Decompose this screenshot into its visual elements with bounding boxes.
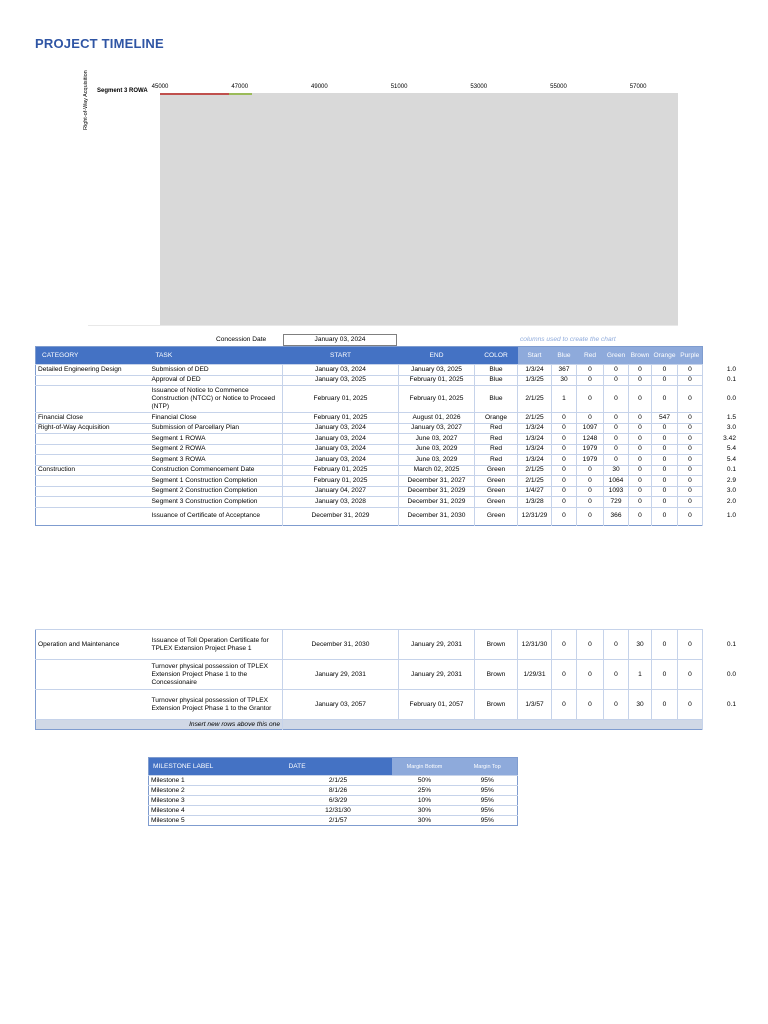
milestone-date-cell[interactable]: 8/1/26 [285, 786, 392, 796]
insert-row-note [36, 720, 703, 730]
aux-brown-cell: 0 [629, 465, 652, 476]
header-aux-red: Red [577, 347, 604, 365]
aux-purple-cell: 0 [678, 455, 703, 466]
duration-years-cell: 0.1 [726, 466, 736, 474]
header-aux-purple: Purple [678, 347, 703, 365]
end-date-cell[interactable]: June 03, 2029 [399, 444, 475, 455]
chart-category-label: Segment 3 ROWA [97, 88, 148, 94]
start-date-cell[interactable]: February 01, 2025 [283, 386, 399, 413]
category-cell[interactable] [36, 444, 150, 455]
aux-orange-cell: 0 [652, 476, 678, 487]
aux-orange-cell: 0 [652, 486, 678, 497]
insert-filler [283, 720, 703, 730]
category-cell[interactable] [36, 455, 150, 466]
color-cell[interactable]: Red [475, 455, 518, 466]
aux-green-cell: 0 [604, 365, 629, 376]
aux-start-cell: 1/29/31 [518, 660, 552, 690]
aux-blue-cell: 0 [552, 660, 577, 690]
aux-brown-cell: 0 [629, 375, 652, 386]
category-cell[interactable] [36, 507, 150, 525]
duration-years-cell: 5.4 [726, 445, 736, 453]
category-cell[interactable] [36, 497, 150, 508]
end-date-cell[interactable]: January 29, 2031 [399, 660, 475, 690]
aux-blue-cell: 0 [552, 476, 577, 487]
aux-brown-cell: 0 [629, 455, 652, 466]
aux-red-cell: 0 [577, 660, 604, 690]
aux-blue-cell: 367 [552, 365, 577, 376]
color-cell[interactable]: Green [475, 465, 518, 476]
aux-green-cell: 30 [604, 465, 629, 476]
aux-green-cell: 0 [604, 386, 629, 413]
aux-blue-cell: 0 [552, 507, 577, 525]
table-row [36, 476, 703, 487]
aux-red-cell: 0 [577, 465, 604, 476]
table-row [36, 365, 703, 376]
aux-purple-cell: 0 [678, 423, 703, 434]
aux-green-cell: 0 [604, 423, 629, 434]
duration-years-cell: 2.9 [726, 476, 736, 484]
aux-brown-cell: 0 [629, 507, 652, 525]
color-cell[interactable]: Brown [475, 690, 518, 720]
aux-blue-cell: 30 [552, 375, 577, 386]
aux-purple-cell: 0 [678, 413, 703, 424]
aux-red-cell: 1248 [577, 434, 604, 445]
aux-orange-cell: 0 [652, 465, 678, 476]
table-row [36, 497, 703, 508]
aux-blue-cell: 0 [552, 486, 577, 497]
aux-green-cell: 0 [604, 690, 629, 720]
start-date-cell[interactable]: January 03, 2024 [283, 365, 399, 376]
aux-purple-cell: 0 [678, 386, 703, 413]
aux-brown-cell: 0 [629, 386, 652, 413]
aux-red-cell: 0 [577, 507, 604, 525]
duration-years-cell: 3.0 [726, 487, 736, 495]
task-cell[interactable]: Segment 1 Construction Completion [150, 476, 283, 487]
milestone-header-margin-bottom: Margin Bottom [392, 758, 458, 776]
category-cell[interactable] [36, 690, 150, 720]
concession-date-label: Concession Date [216, 336, 267, 343]
aux-start-cell: 1/3/57 [518, 690, 552, 720]
milestone-header [149, 758, 518, 776]
color-cell[interactable]: Red [475, 434, 518, 445]
milestone-header-label: MILESTONE LABEL [149, 758, 285, 776]
aux-green-cell: 0 [604, 455, 629, 466]
header-aux-orange: Orange [652, 347, 678, 365]
milestone-margin-bottom-cell[interactable]: 10% [392, 796, 458, 806]
aux-brown-cell: 0 [629, 434, 652, 445]
aux-red-cell: 0 [577, 630, 604, 660]
chart-x-tick: 57000 [629, 84, 647, 90]
color-cell[interactable]: Brown [475, 630, 518, 660]
start-date-cell[interactable]: February 01, 2025 [283, 413, 399, 424]
duration-years-cell: 1.0 [726, 365, 736, 373]
header-start: START [283, 347, 399, 365]
duration-years-cell: 0.0 [726, 395, 736, 402]
category-cell[interactable]: Detailed Engineering Design [36, 365, 150, 376]
end-date-cell[interactable]: February 01, 2025 [399, 375, 475, 386]
color-cell[interactable]: Blue [475, 365, 518, 376]
color-cell[interactable]: Blue [475, 386, 518, 413]
aux-start-cell: 2/1/25 [518, 465, 552, 476]
chart-y-axis-label [83, 52, 97, 130]
aux-start-cell: 1/3/24 [518, 444, 552, 455]
duration-years-cell: 0.0 [726, 670, 736, 678]
milestone-label-cell[interactable]: Milestone 5 [149, 816, 285, 826]
task-cell[interactable]: Construction Commencement Date [150, 465, 283, 476]
aux-orange-cell: 0 [652, 365, 678, 376]
aux-purple-cell: 0 [678, 375, 703, 386]
task-cell[interactable]: Financial Close [150, 413, 283, 424]
task-table-header [36, 347, 703, 365]
table-row [36, 630, 703, 660]
aux-brown-cell: 0 [629, 476, 652, 487]
end-date-cell[interactable]: December 31, 2030 [399, 507, 475, 525]
milestone-margin-top-cell[interactable]: 95% [458, 776, 518, 786]
end-date-cell[interactable]: January 03, 2025 [399, 365, 475, 376]
category-cell[interactable]: Operation and Maintenance [36, 630, 150, 660]
color-cell[interactable]: Blue [475, 375, 518, 386]
aux-orange-cell: 0 [652, 434, 678, 445]
milestone-date-cell[interactable]: 2/1/25 [285, 776, 392, 786]
chart-x-tick: 55000 [550, 84, 567, 90]
color-cell[interactable]: Red [475, 444, 518, 455]
duration-years-cell: 2.0 [726, 497, 736, 505]
duration-years-cell: 3.0 [726, 424, 736, 432]
duration-years-cell: 3.42 [723, 434, 736, 442]
aux-orange-cell: 0 [652, 660, 678, 690]
start-date-cell[interactable]: January 03, 2028 [283, 497, 399, 508]
start-date-cell[interactable]: January 03, 2024 [283, 423, 399, 434]
color-cell[interactable]: Orange [475, 413, 518, 424]
aux-start-cell: 1/3/24 [518, 434, 552, 445]
aux-purple-cell: 0 [678, 476, 703, 487]
duration-years-cell: 1.5 [726, 413, 736, 421]
start-date-cell[interactable]: January 03, 2025 [283, 375, 399, 386]
task-cell[interactable]: Submission of DED [150, 365, 283, 376]
task-cell[interactable]: Issuance of Certificate of Acceptance [150, 507, 283, 525]
duration-years-cell: 0.1 [726, 376, 736, 384]
aux-brown-cell: 0 [629, 413, 652, 424]
milestone-date-cell[interactable]: 2/1/57 [285, 816, 392, 826]
start-date-cell[interactable]: January 03, 2024 [283, 455, 399, 466]
aux-start-cell: 1/3/24 [518, 365, 552, 376]
category-cell[interactable] [36, 386, 150, 413]
header-aux-green: Green [604, 347, 629, 365]
start-date-cell[interactable]: February 01, 2025 [283, 465, 399, 476]
end-date-cell[interactable]: June 03, 2029 [399, 455, 475, 466]
table-row [36, 434, 703, 445]
table-row [36, 413, 703, 424]
aux-green-cell: 0 [604, 434, 629, 445]
aux-green-cell: 0 [604, 375, 629, 386]
color-cell[interactable]: Green [475, 497, 518, 508]
aux-purple-cell: 0 [678, 365, 703, 376]
aux-blue-cell: 0 [552, 690, 577, 720]
milestone-row [149, 776, 518, 786]
start-date-cell[interactable]: January 03, 2057 [283, 690, 399, 720]
milestone-row [149, 796, 518, 806]
milestone-header-date: DATE [285, 758, 392, 776]
milestone-header-margin-top: Margin Top [458, 758, 518, 776]
end-date-cell[interactable]: December 31, 2029 [399, 497, 475, 508]
start-date-cell[interactable]: January 04, 2027 [283, 486, 399, 497]
aux-orange-cell: 0 [652, 375, 678, 386]
aux-green-cell: 0 [604, 660, 629, 690]
table-row [36, 386, 703, 413]
aux-start-cell: 12/31/29 [518, 507, 552, 525]
aux-start-cell: 1/4/27 [518, 486, 552, 497]
chart-bar-segment-3-rowa[interactable] [160, 93, 252, 95]
aux-brown-cell: 30 [629, 690, 652, 720]
aux-brown-cell: 0 [629, 423, 652, 434]
aux-brown-cell: 0 [629, 497, 652, 508]
page-title: PROJECT TIMELINE [35, 36, 164, 51]
table-row [36, 455, 703, 466]
milestone-margin-top-cell[interactable]: 95% [458, 816, 518, 826]
aux-red-cell: 1979 [577, 444, 604, 455]
header-end: END [399, 347, 475, 365]
milestone-margin-bottom-cell[interactable]: 30% [392, 806, 458, 816]
color-cell[interactable]: Green [475, 507, 518, 525]
table-row [36, 423, 703, 434]
task-cell[interactable]: Segment 2 ROWA [150, 444, 283, 455]
header-aux-start: Start [518, 347, 552, 365]
chart-x-tick: 47000 [231, 84, 249, 90]
task-cell[interactable]: Issuance of Notice to Commence Construction (NTCC) or Notice to Proceed (NTP) [150, 386, 283, 413]
start-date-cell[interactable]: December 31, 2029 [283, 507, 399, 525]
chart-x-tick: 45000 [151, 84, 169, 90]
operation-table [35, 629, 703, 730]
aux-green-cell: 1064 [604, 476, 629, 487]
start-date-cell[interactable]: February 01, 2025 [283, 476, 399, 487]
milestone-margin-bottom-cell[interactable]: 25% [392, 786, 458, 796]
task-cell[interactable]: Submission of Parcellary Plan [150, 423, 283, 434]
aux-orange-cell: 0 [652, 423, 678, 434]
aux-red-cell: 1097 [577, 423, 604, 434]
aux-green-cell: 0 [604, 413, 629, 424]
aux-purple-cell: 0 [678, 434, 703, 445]
chart-baseline [88, 325, 678, 326]
aux-green-cell: 0 [604, 630, 629, 660]
chart-y-axis-text: Right-of-Way Acquisition [83, 70, 89, 130]
end-date-cell[interactable]: August 01, 2026 [399, 413, 475, 424]
aux-brown-cell: 0 [629, 365, 652, 376]
color-cell[interactable]: Red [475, 423, 518, 434]
task-table [35, 346, 703, 526]
aux-orange-cell: 0 [652, 444, 678, 455]
table-row [36, 486, 703, 497]
milestone-label-cell[interactable]: Milestone 4 [149, 806, 285, 816]
aux-brown-cell: 1 [629, 660, 652, 690]
aux-purple-cell: 0 [678, 507, 703, 525]
aux-start-cell: 2/1/25 [518, 476, 552, 487]
start-date-cell[interactable]: December 31, 2030 [283, 630, 399, 660]
task-cell[interactable]: Segment 3 ROWA [150, 455, 283, 466]
aux-red-cell: 0 [577, 690, 604, 720]
task-cell[interactable]: Segment 1 ROWA [150, 434, 283, 445]
aux-start-cell: 12/31/30 [518, 630, 552, 660]
aux-purple-cell: 0 [678, 660, 703, 690]
insert-spacer [36, 720, 283, 730]
aux-red-cell: 0 [577, 413, 604, 424]
chart-plot-area[interactable] [160, 93, 678, 325]
category-cell[interactable]: Right-of-Way Acquisition [36, 423, 150, 434]
category-cell[interactable] [36, 434, 150, 445]
end-date-cell[interactable]: June 03, 2027 [399, 434, 475, 445]
category-cell[interactable] [36, 486, 150, 497]
aux-orange-cell: 547 [652, 413, 678, 424]
aux-brown-cell: 0 [629, 486, 652, 497]
aux-start-cell: 2/1/25 [518, 386, 552, 413]
color-cell[interactable]: Green [475, 476, 518, 487]
milestone-margin-bottom-cell[interactable]: 30% [392, 816, 458, 826]
aux-columns-note: columns used to create the chart [520, 336, 616, 343]
aux-purple-cell: 0 [678, 497, 703, 508]
aux-orange-cell: 0 [652, 455, 678, 466]
end-date-cell[interactable]: March 02, 2025 [399, 465, 475, 476]
aux-red-cell: 1979 [577, 455, 604, 466]
aux-purple-cell: 0 [678, 690, 703, 720]
aux-blue-cell: 0 [552, 444, 577, 455]
task-cell[interactable]: Segment 3 Construction Completion [150, 497, 283, 508]
duration-years-cell: 0.1 [726, 640, 736, 648]
end-date-cell[interactable]: December 31, 2027 [399, 476, 475, 487]
chart-x-tick: 53000 [470, 84, 488, 90]
table-row [36, 375, 703, 386]
header-category: CATEGORY [36, 347, 150, 365]
header-aux-brown: Brown [629, 347, 652, 365]
milestone-row [149, 806, 518, 816]
milestone-date-cell[interactable]: 12/31/30 [285, 806, 392, 816]
aux-green-cell: 1093 [604, 486, 629, 497]
duration-years-cell: 1.0 [726, 512, 736, 519]
category-cell[interactable]: Financial Close [36, 413, 150, 424]
aux-red-cell: 0 [577, 497, 604, 508]
aux-brown-cell: 0 [629, 444, 652, 455]
task-cell[interactable]: Turnover physical possession of TPLEX Extension Project Phase 1 to the Grantor [150, 690, 283, 720]
category-cell[interactable]: Construction [36, 465, 150, 476]
table-row [36, 444, 703, 455]
milestone-row [149, 816, 518, 826]
start-date-cell[interactable]: January 03, 2024 [283, 434, 399, 445]
aux-start-cell: 1/3/24 [518, 455, 552, 466]
duration-years-cell: 0.1 [726, 700, 736, 708]
aux-purple-cell: 0 [678, 486, 703, 497]
aux-orange-cell: 0 [652, 690, 678, 720]
aux-orange-cell: 0 [652, 386, 678, 413]
aux-red-cell: 0 [577, 486, 604, 497]
table-row [36, 690, 703, 720]
aux-red-cell: 0 [577, 375, 604, 386]
header-task: TASK [150, 347, 283, 365]
start-date-cell[interactable]: January 29, 2031 [283, 660, 399, 690]
aux-blue-cell: 0 [552, 455, 577, 466]
milestone-margin-top-cell[interactable]: 95% [458, 796, 518, 806]
aux-blue-cell: 0 [552, 497, 577, 508]
aux-blue-cell: 0 [552, 434, 577, 445]
task-cell[interactable]: Approval of DED [150, 375, 283, 386]
milestone-date-cell[interactable]: 6/3/29 [285, 796, 392, 806]
aux-blue-cell: 1 [552, 386, 577, 413]
duration-years-cell: 5.4 [726, 455, 736, 463]
aux-start-cell: 2/1/25 [518, 413, 552, 424]
milestone-table [148, 757, 518, 826]
aux-start-cell: 1/3/24 [518, 423, 552, 434]
aux-blue-cell: 0 [552, 465, 577, 476]
header-color: COLOR [475, 347, 518, 365]
table-row [36, 507, 703, 525]
aux-green-cell: 0 [604, 444, 629, 455]
end-date-cell[interactable]: January 29, 2031 [399, 630, 475, 660]
milestone-label-cell[interactable]: Milestone 3 [149, 796, 285, 806]
aux-start-cell: 1/3/25 [518, 375, 552, 386]
concession-date-input[interactable]: January 03, 2024 [283, 334, 397, 346]
end-date-cell[interactable]: January 03, 2027 [399, 423, 475, 434]
aux-brown-cell: 30 [629, 630, 652, 660]
end-date-cell[interactable]: December 31, 2029 [399, 486, 475, 497]
milestone-margin-bottom-cell[interactable]: 50% [392, 776, 458, 786]
task-cell[interactable]: Segment 2 Construction Completion [150, 486, 283, 497]
category-cell[interactable] [36, 476, 150, 487]
color-cell[interactable]: Green [475, 486, 518, 497]
category-cell[interactable] [36, 375, 150, 386]
aux-orange-cell: 0 [652, 507, 678, 525]
milestone-label-cell[interactable]: Milestone 2 [149, 786, 285, 796]
chart-x-tick: 51000 [390, 84, 408, 90]
aux-red-cell: 0 [577, 365, 604, 376]
aux-orange-cell: 0 [652, 630, 678, 660]
header-aux-blue: Blue [552, 347, 577, 365]
milestone-row [149, 786, 518, 796]
aux-blue-cell: 0 [552, 413, 577, 424]
aux-red-cell: 0 [577, 386, 604, 413]
end-date-cell[interactable]: February 01, 2025 [399, 386, 475, 413]
start-date-cell[interactable]: January 03, 2024 [283, 444, 399, 455]
aux-green-cell: 366 [604, 507, 629, 525]
milestone-label-cell[interactable]: Milestone 1 [149, 776, 285, 786]
chart-x-tick: 49000 [311, 84, 328, 90]
table-row [36, 660, 703, 690]
task-cell[interactable]: Turnover physical possession of TPLEX Extension Project Phase 1 to the Concessionaire [150, 660, 283, 690]
table-row [36, 465, 703, 476]
aux-purple-cell: 0 [678, 630, 703, 660]
aux-red-cell: 0 [577, 476, 604, 487]
task-cell[interactable]: Issuance of Toll Operation Certificate for TPLEX Extension Project Phase 1 [150, 630, 283, 660]
aux-blue-cell: 0 [552, 423, 577, 434]
aux-orange-cell: 0 [652, 497, 678, 508]
aux-start-cell: 1/3/28 [518, 497, 552, 508]
aux-blue-cell: 0 [552, 630, 577, 660]
insert-note-text: Insert new rows above this one [189, 720, 280, 728]
milestone-margin-top-cell[interactable]: 95% [458, 806, 518, 816]
aux-green-cell: 729 [604, 497, 629, 508]
aux-purple-cell: 0 [678, 465, 703, 476]
milestone-margin-top-cell[interactable]: 95% [458, 786, 518, 796]
color-cell[interactable]: Brown [475, 660, 518, 690]
end-date-cell[interactable]: February 01, 2057 [399, 690, 475, 720]
category-cell[interactable] [36, 660, 150, 690]
aux-purple-cell: 0 [678, 444, 703, 455]
